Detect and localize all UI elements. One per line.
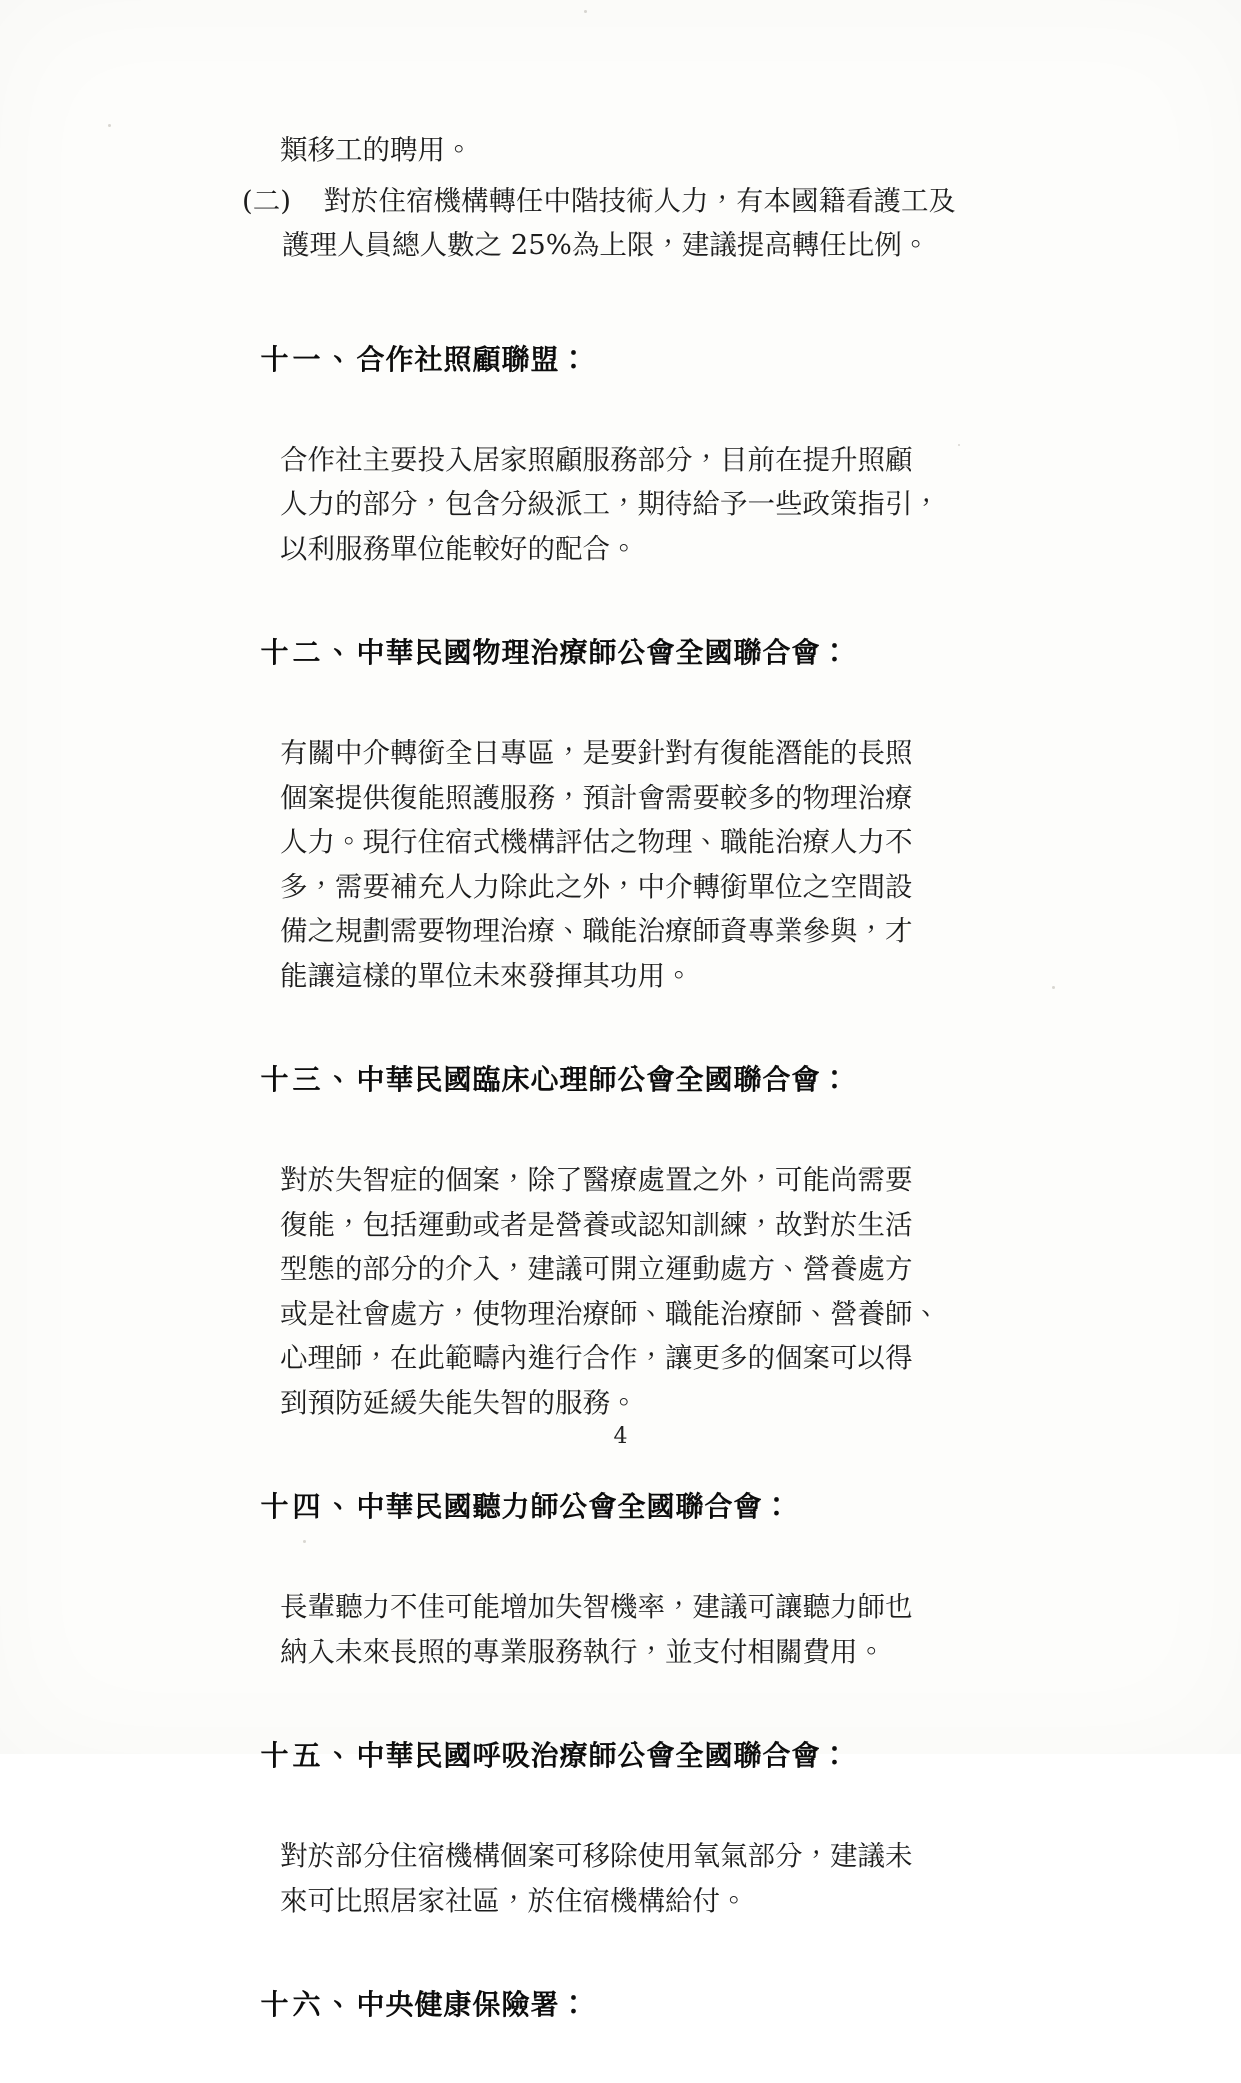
paragraph-text: 到預防延緩失能失智的服務。 [280,1386,638,1419]
section-13-line-6 [280,1381,956,1426]
paragraph-text: 長輩聽力不佳可能增加失智機率，建議可讓聽力師也 [280,1591,913,1623]
section-number-11: 十一、 [260,342,357,376]
section-13-line-4 [280,1292,956,1337]
paragraph-text: 對於失智症的個案，除了醫療處置之外，可能尚需要 [280,1164,913,1196]
section-heading-15 [196,1678,996,1834]
section-15-line-2 [280,1879,956,1924]
paragraph-text: 有關中介轉銜全日專區，是要針對有復能潛能的長照 [280,737,913,769]
paragraph-text: 來可比照居家社區，於住宿機構給付。 [280,1884,748,1917]
paragraph-text: 能讓這樣的單位未來發揮其功用。 [280,959,693,992]
section-heading-14 [196,1429,996,1585]
section-number-13: 十三、 [260,1063,357,1096]
section-title-14: 中華民國聽力師公會全國聯合會： [356,1490,792,1523]
section-15-line-1 [280,1834,956,1879]
paragraph-text: 合作社主要投入居家照顧服務部分，目前在提升照顧 [280,443,913,476]
section-11-line-2 [280,482,956,527]
section-12-line-4 [280,865,956,910]
sub-item-line-1: 對於住宿機構轉任中階技術人力，有本國籍看護工及 [323,184,956,217]
paragraph-text: 復能，包括運動或者是營養或認知訓練，故對於生活 [280,1208,913,1241]
paragraph-text: 人力。現行住宿式機構評估之物理、職能治療人力不 [280,826,913,858]
section-11-line-3 [280,527,956,572]
continued-paragraph-text: 類移工的聘用。 [280,134,473,166]
sub-item-marker: (二) [242,184,291,217]
section-number-14: 十四、 [260,1490,357,1523]
spacer [196,268,996,278]
section-11-line-1 [280,438,956,483]
paragraph-text: 人力的部分，包含分級派工，期待給予一些政策指引， [280,488,940,520]
document-body [196,128,996,2083]
section-number-12: 十二、 [260,636,357,669]
section-12-line-5 [280,909,956,954]
section-12-line-3 [280,820,956,865]
paragraph-text: 以利服務單位能較好的配合。 [280,532,638,565]
sub-item-2 [242,179,956,268]
sub-item-second-line [282,223,956,268]
section-title-16: 中央健康保險署： [356,1988,589,2021]
section-title-13: 中華民國臨床心理師公會全國聯合會： [356,1063,850,1096]
section-12-line-1 [280,731,956,776]
sub-item-first-line [242,179,956,224]
continued-paragraph-line [280,128,956,173]
section-title-11: 合作社照顧聯盟： [356,342,589,376]
section-heading-13 [196,1002,996,1158]
paragraph-text: 備之規劃需要物理治療、職能治療師資專業參與，才 [280,915,913,947]
section-13-line-1 [280,1158,956,1203]
section-13-line-3 [280,1247,956,1292]
section-14-line-1 [280,1585,956,1630]
paragraph-text: 多，需要補充人力除此之外，中介轉銜單位之空間設 [280,870,913,903]
paragraph-text: 對於部分住宿機構個案可移除使用氧氣部分，建議未 [280,1840,913,1872]
section-title-15: 中華民國呼吸治療師公會全國聯合會： [356,1739,850,1772]
paragraph-text: 心理師，在此範疇內進行合作，讓更多的個案可以得 [280,1342,913,1374]
section-number-16: 十六、 [260,1988,357,2021]
paragraph-text: 個案提供復能照護服務，預計會需要較多的物理治療 [280,781,913,814]
section-14-line-2 [280,1630,956,1675]
paragraph-text: 或是社會處方，使物理治療師、職能治療師、營養師、 [280,1297,940,1330]
section-12-line-6 [280,954,956,999]
scan-speck [1052,986,1055,989]
section-13-line-2 [280,1203,956,1248]
scan-speck [108,124,111,127]
section-12-line-2 [280,776,956,821]
paragraph-text: 納入未來長照的專業服務執行，並支付相關費用。 [280,1635,885,1668]
section-number-15: 十五、 [260,1739,357,1772]
section-13-line-5 [280,1336,956,1381]
section-heading-12 [196,575,996,731]
page-number: 4 [613,1424,628,1449]
section-heading-11 [196,282,996,438]
scan-speck [584,10,587,13]
sub-item-line-2: 護理人員總人數之 25%為上限，建議提高轉任比例。 [282,229,930,261]
paragraph-text: 型態的部分的介入，建議可開立運動處方、營養處方 [280,1253,913,1285]
section-heading-16 [196,1927,996,2083]
section-title-12: 中華民國物理治療師公會全國聯合會： [356,636,850,669]
